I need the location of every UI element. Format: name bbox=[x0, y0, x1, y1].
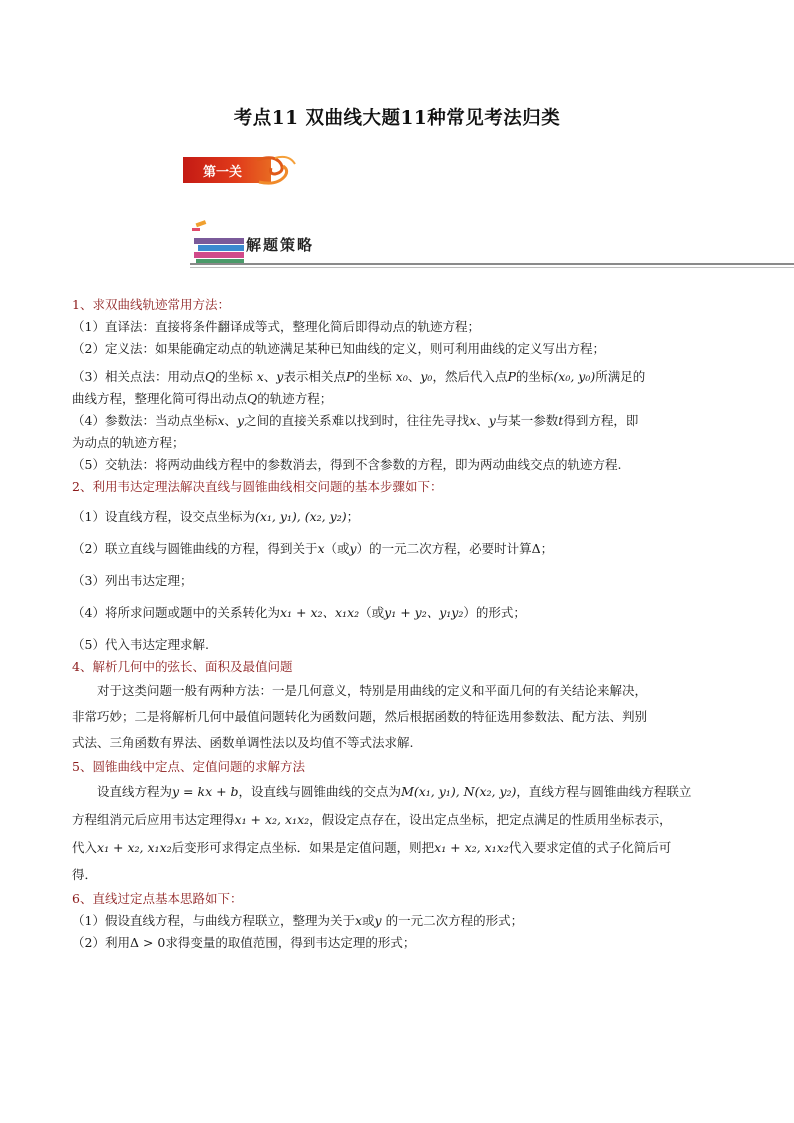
page-title: 考点11 双曲线大题11种常见考法归类 bbox=[233, 108, 561, 129]
math-var: Q bbox=[204, 369, 216, 384]
paragraph-line: 得． bbox=[72, 867, 98, 882]
text: 曲线方程，整理化简可得出动点 bbox=[72, 391, 248, 406]
text: 与某一参数 bbox=[495, 413, 559, 428]
math-var: y bbox=[237, 413, 245, 428]
paragraph-line: （3）列出韦达定理； bbox=[72, 573, 193, 588]
math-expr: x₁ + x₂, x₁x₂ bbox=[234, 812, 310, 827]
text: 表示相关点 bbox=[283, 369, 346, 384]
flame-swirl-icon bbox=[255, 152, 299, 188]
text: ，直线方程与圆锥曲线方程联立 bbox=[516, 784, 692, 799]
math-var: y₀ bbox=[420, 369, 433, 384]
section-heading: 6、直线过定点基本思路如下： bbox=[72, 891, 243, 906]
text: 代入 bbox=[72, 840, 98, 855]
paragraph-line: （3）相关点法：用动点Q的坐标 x、y表示相关点P的坐标 x₀、y₀，然后代入点P的坐标(x₀, y₀)所满足的 bbox=[72, 369, 646, 384]
math-var: y bbox=[276, 369, 284, 384]
paragraph-line bbox=[72, 538, 724, 560]
math-var: x bbox=[469, 413, 477, 428]
text: ； bbox=[346, 509, 360, 524]
divider bbox=[190, 267, 794, 268]
math-expr: M(x₁, y₁), N(x₂, y₂) bbox=[401, 784, 517, 799]
text: 的一元二次方程的形式； bbox=[381, 913, 524, 928]
math-expr: y₁ + y₂、y₁y₂ bbox=[384, 605, 464, 620]
paragraph-line: 式法、三角函数有界法、函数单调性法以及均值不等式法求解. bbox=[72, 735, 414, 750]
text: ）的形式； bbox=[463, 605, 526, 620]
math-var: x bbox=[217, 413, 225, 428]
paragraph-line: （4）参数法：当动点坐标x、y之间的直接关系难以找到时，往往先寻找x、y与某一参数t得到方程，即 bbox=[72, 413, 639, 428]
text: 或 bbox=[362, 913, 375, 928]
math-var: x bbox=[354, 913, 363, 928]
paragraph-line: （5）代入韦达定理求解. bbox=[72, 637, 209, 652]
math-var: P bbox=[345, 369, 355, 384]
paragraph-line bbox=[72, 806, 724, 834]
text: （3）相关点法：用动点 bbox=[72, 369, 205, 384]
math-var: y bbox=[349, 541, 357, 556]
text: 所满足的 bbox=[595, 369, 646, 384]
math-var: y bbox=[488, 413, 496, 428]
paragraph-line bbox=[72, 910, 724, 932]
math-expr: x₁ + x₂, x₁x₂ bbox=[97, 840, 172, 855]
text: （4）参数法：当动点坐标 bbox=[72, 413, 218, 428]
paragraph-line: 对于这类问题一般有两种方法：一是几何意义，特别是用曲线的定义和平面几何的有关结论来解决， bbox=[97, 683, 648, 698]
section-heading: 1、求双曲线轨迹常用方法： bbox=[72, 297, 230, 312]
section-heading: 5、圆锥曲线中定点、定值问题的求解方法 bbox=[72, 759, 305, 774]
divider bbox=[190, 263, 794, 265]
math-expr: (x₀, y₀) bbox=[553, 369, 596, 384]
text: ，设直线与圆锥曲线的交点为 bbox=[238, 784, 402, 799]
text: 得到方程，即 bbox=[563, 413, 639, 428]
math-var: x bbox=[317, 541, 325, 556]
text: ，然后代入点 bbox=[432, 369, 508, 384]
text: 的坐标 bbox=[215, 369, 253, 384]
math-var: x bbox=[256, 369, 264, 384]
text: 的轨迹方程； bbox=[257, 391, 333, 406]
math-var: y bbox=[374, 913, 382, 928]
text: 方程组消元后应用韦达定理得 bbox=[72, 812, 235, 827]
section-banner bbox=[183, 152, 298, 188]
math-var: P bbox=[507, 369, 516, 384]
math-expr: x₁ + x₂, x₁x₂ bbox=[434, 840, 509, 855]
paragraph-line: 非常巧妙；二是将解析几何中最值问题转化为函数问题，然后根据函数的特征选用参数法、配方法、判别 bbox=[72, 709, 648, 724]
math-expr: (x₁, y₁), (x₂, y₂) bbox=[254, 509, 347, 524]
text: 、 bbox=[407, 369, 421, 384]
paragraph-line: （1）直译法：直接将条件翻译成等式，整理化简后即得动点的轨迹方程； bbox=[72, 319, 480, 334]
paragraph-line: （2）利用Δ > 0求得变量的取值范围，得到韦达定理的形式； bbox=[72, 935, 416, 950]
text: 后变形可求得定点坐标．如果是定值问题，则把 bbox=[171, 840, 435, 855]
text: （1）假设直线方程，与曲线方程联立，整理为关于 bbox=[72, 913, 355, 928]
text: （2）联立直线与圆锥曲线的方程，得到关于 bbox=[72, 541, 318, 556]
text: （1）设直线方程，设交点坐标为 bbox=[72, 509, 255, 524]
banner-label: 解题策略 bbox=[246, 236, 315, 254]
paragraph-line: （5）交轨法：将两动曲线方程中的参数消去，得到不含参数的方程，即为两动曲线交点的轨迹方程. bbox=[72, 457, 622, 472]
text: ，假设定点存在，设出定点坐标，把定点满足的性质用坐标表示， bbox=[309, 812, 672, 827]
text: 的坐标 bbox=[354, 369, 392, 384]
math-expr: x₁ + x₂、x₁x₂ bbox=[279, 605, 360, 620]
paragraph-line: （2）定义法：如果能确定动点的轨迹满足某种已知曲线的定义，则可利用曲线的定义写出方程； bbox=[72, 341, 605, 356]
books-icon bbox=[190, 220, 246, 266]
text: （4）将所求问题或题中的关系转化为 bbox=[72, 605, 280, 620]
text: 代入要求定值的式子化简后可 bbox=[508, 840, 672, 855]
text: 之间的直接关系难以找到时，往往先寻找 bbox=[244, 413, 470, 428]
section-heading: 4、解析几何中的弦长、面积及最值问题 bbox=[72, 659, 293, 674]
paragraph-line bbox=[72, 834, 724, 862]
text: 设直线方程为 bbox=[97, 784, 173, 799]
paragraph-line bbox=[72, 388, 724, 410]
text: （或 bbox=[359, 605, 385, 620]
document-body bbox=[72, 294, 724, 954]
banner-label: 第一关 bbox=[203, 165, 243, 180]
paragraph-line: 为动点的轨迹方程； bbox=[72, 435, 185, 450]
strategy-banner bbox=[190, 214, 794, 272]
text: ）的一元二次方程，必要时计算Δ； bbox=[356, 541, 554, 556]
paragraph-line bbox=[72, 778, 724, 806]
text: （或 bbox=[324, 541, 350, 556]
paragraph-line bbox=[72, 506, 724, 528]
math-expr: y = kx + b bbox=[172, 784, 239, 799]
math-var: Q bbox=[247, 391, 258, 406]
paragraph-line bbox=[72, 602, 724, 624]
math-var: t bbox=[558, 413, 564, 428]
text: 的坐标 bbox=[515, 369, 554, 384]
math-var: x₀ bbox=[395, 369, 408, 384]
section-heading: 2、利用韦达定理法解决直线与圆锥曲线相交问题的基本步骤如下： bbox=[72, 479, 443, 494]
